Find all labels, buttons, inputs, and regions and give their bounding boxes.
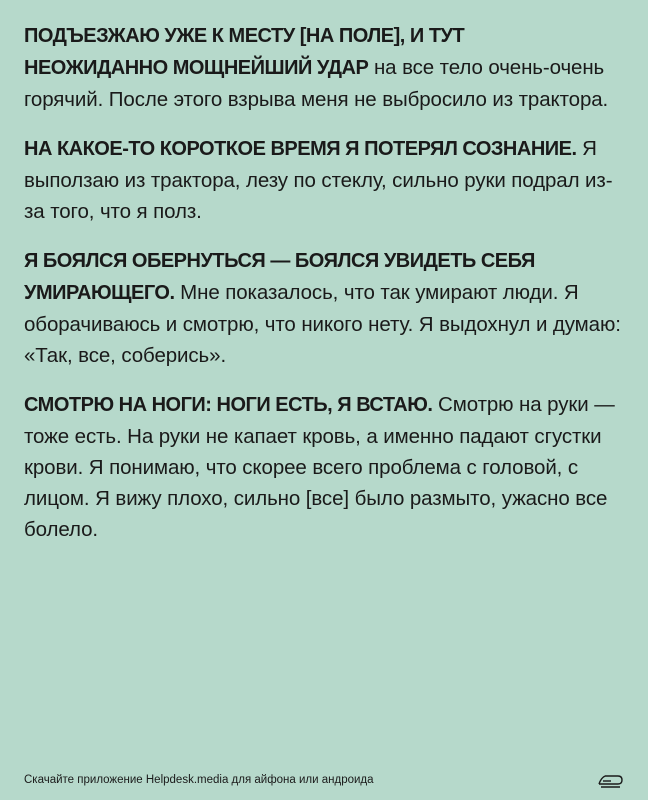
footer-download-text[interactable]: Скачайте приложение Helpdesk.media для айфона или андроида — [24, 774, 374, 786]
lead-line-1: СМОТРЮ НА НОГИ: НОГИ ЕСТЬ, Я ВСТАЮ. — [24, 394, 433, 416]
paragraph-4 — [24, 389, 624, 545]
helpdesk-logo-icon — [596, 770, 626, 790]
paragraph-text: на все тело очень-очень горячий. После этого взрыва меня не выбросило из трактора. — [24, 56, 609, 111]
lead-line-1: НА КАКОЕ-ТО КОРОТКОЕ ВРЕМЯ Я ПОТЕРЯЛ СОЗНАНИЕ. — [24, 138, 577, 160]
paragraph-2 — [24, 133, 624, 227]
paragraph-text: Мне показалось, что так умирают люди. Я оборачиваюсь и смотрю, что никого нету. Я выдохнул и думаю: «Так, все, соберись». — [24, 281, 621, 367]
paragraph-text: Я выползаю из трактора, лезу по стеклу, сильно руки подрал из-за того, что я полз. — [24, 137, 613, 223]
paragraph-1 — [24, 20, 624, 115]
lead-line-1: ПОДЪЕЗЖАЮ УЖЕ К МЕСТУ [НА ПОЛЕ], И ТУТ — [24, 25, 465, 47]
lead-line-2: УМИРАЮЩЕГО. — [24, 282, 175, 304]
paragraph-3 — [24, 245, 624, 371]
lead-line-2: НЕОЖИДАННО МОЩНЕЙШИЙ УДАР — [24, 57, 369, 79]
article-body — [24, 20, 624, 563]
paragraph-text: Смотрю на руки — тоже есть. На руки не капает кровь, а именно падают сгустки крови. Я понимаю, что скорее всего проблема с головой, с лицом. Я вижу плохо, сильно [все] было размыто, ужасно все болело. — [24, 393, 615, 541]
lead-line-1: Я БОЯЛСЯ ОБЕРНУТЬСЯ — БОЯЛСЯ УВИДЕТЬ СЕБЯ — [24, 250, 535, 272]
